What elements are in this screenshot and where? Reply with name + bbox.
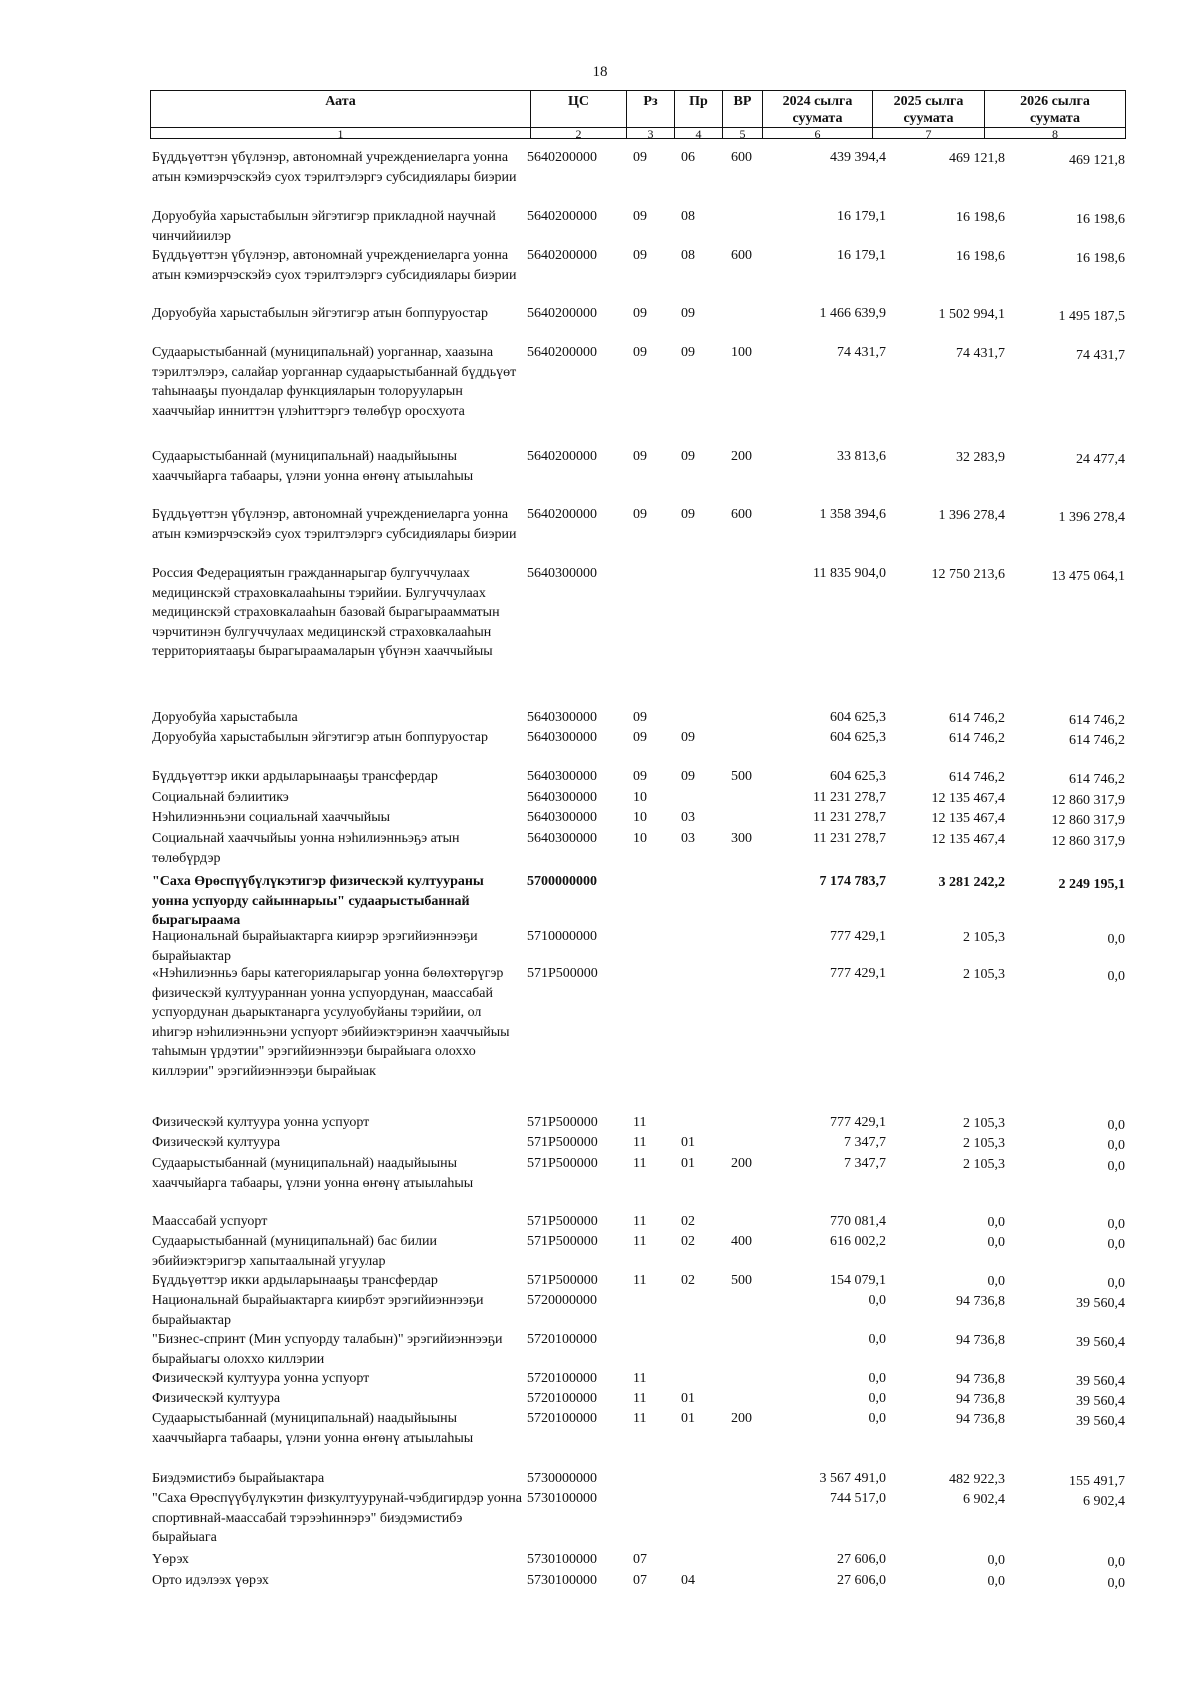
cell-v2026: 1 495 187,5 <box>1058 309 1125 324</box>
cell-name: Россия Федерациятын гражданнарыгар булгуччулаах медицинскэй страховкалааһыны тэрийии. Булгуччулаах медицинскэй страховкалааһын базовай бырагыраамматын чэрчитинэн булгуччулаах медицинскэй страховкалааһын территориятааҕы бырагыраамаларын үбүнэн хааччыйыы <box>152 566 500 659</box>
cell-name: Бүддьүөттэн үбүлэнэр, автономнай учреждениеларга уонна атын кэмиэрчэскэйэ суох тэрилтэлэргэ субсидиялары биэрии <box>152 507 517 542</box>
cell-v2026: 614 746,2 <box>1069 733 1125 748</box>
cell-v2024: 11 231 278,7 <box>813 831 886 846</box>
cell-v2026: 16 198,6 <box>1076 212 1125 227</box>
cell-v2025: 16 198,6 <box>956 210 1005 225</box>
cell-name: Национальнай бырайыактарга киирбэт эрэгийиэннээҕи бырайыактар <box>152 1293 484 1328</box>
cell-cs: 571Р500000 <box>527 1115 598 1130</box>
cell-v2026: 614 746,2 <box>1069 713 1125 728</box>
cell-pr: 09 <box>681 730 695 745</box>
cell-v2026: 13 475 064,1 <box>1051 569 1125 584</box>
cell-v2025: 2 105,3 <box>963 1136 1005 1151</box>
cell-cs: 5640300000 <box>527 810 597 825</box>
cell-v2025: 12 135 467,4 <box>931 832 1005 847</box>
cell-v2025: 0,0 <box>987 1574 1005 1589</box>
cell-name: Бүддьүөттэн үбүлэнэр, автономнай учреждениеларга уонна атын кэмиэрчэскэйэ суох тэрилтэлэргэ субсидиялары биэрии <box>152 248 517 283</box>
cell-cs: 5720100000 <box>527 1411 597 1426</box>
cell-name: «Нэһилиэнньэ бары категорияларыгар уонна бөлөхтөрүгэр физическэй култуураннан уонна успуордунан, маассабай успуордунан дьарыктанарга усулуобуйаны тэрийии, ол иһигэр нэһилиэнньэни успуорт эбийиэктэринэн хааччыйыы таһымын үрдэтии" эрэгийиэннээҕи бырайыага олоххо киллэрии" эрэгийиэннээҕи бырайыак <box>152 966 510 1079</box>
cell-rz: 11 <box>633 1411 647 1426</box>
header-vr: ВР <box>723 91 763 127</box>
cell-cs: 5640300000 <box>527 730 597 745</box>
cell-v2026: 16 198,6 <box>1076 251 1125 266</box>
cell-v2024: 27 606,0 <box>837 1573 886 1588</box>
cell-vr: 500 <box>731 1273 752 1288</box>
cell-rz: 09 <box>633 150 647 165</box>
cell-rz: 11 <box>633 1115 647 1130</box>
cell-v2024: 777 429,1 <box>830 1115 886 1130</box>
cell-v2024: 0,0 <box>868 1293 886 1308</box>
cell-rz: 07 <box>633 1552 647 1567</box>
cell-cs: 5730100000 <box>527 1552 597 1567</box>
cell-v2026: 0,0 <box>1107 1138 1125 1153</box>
cell-cs: 571Р500000 <box>527 966 598 981</box>
cell-v2025: 0,0 <box>987 1235 1005 1250</box>
cell-v2026: 0,0 <box>1107 969 1125 984</box>
cell-v2025: 2 105,3 <box>963 1116 1005 1131</box>
header-num-2: 2 <box>531 127 627 139</box>
cell-v2024: 154 079,1 <box>830 1273 886 1288</box>
cell-pr: 04 <box>681 1573 695 1588</box>
cell-v2025: 1 502 994,1 <box>938 307 1005 322</box>
cell-v2026: 2 249 195,1 <box>1058 877 1125 892</box>
cell-pr: 01 <box>681 1391 695 1406</box>
header-num-3: 3 <box>627 127 675 139</box>
header-num-4: 4 <box>675 127 723 139</box>
cell-v2024: 16 179,1 <box>837 248 886 263</box>
cell-v2026: 0,0 <box>1107 932 1125 947</box>
cell-pr: 02 <box>681 1273 695 1288</box>
cell-v2025: 12 135 467,4 <box>931 811 1005 826</box>
header-num-5: 5 <box>723 127 763 139</box>
cell-rz: 10 <box>633 810 647 825</box>
cell-rz: 09 <box>633 710 647 725</box>
cell-name: Доруобуйа харыстабылын эйгэтигэр атын боппуруостар <box>152 730 488 745</box>
cell-v2024: 777 429,1 <box>830 929 886 944</box>
page-number: 18 <box>592 64 608 80</box>
cell-pr: 01 <box>681 1135 695 1150</box>
cell-name: Социальнай бэлиитикэ <box>152 790 289 805</box>
cell-rz: 10 <box>633 831 647 846</box>
cell-cs: 571Р500000 <box>527 1135 598 1150</box>
header-pr: Пр <box>675 91 723 127</box>
header-num-7: 7 <box>873 127 985 139</box>
cell-v2024: 74 431,7 <box>837 345 886 360</box>
cell-cs: 5640300000 <box>527 790 597 805</box>
cell-cs: 5730000000 <box>527 1471 597 1486</box>
cell-pr: 09 <box>681 507 695 522</box>
cell-pr: 02 <box>681 1214 695 1229</box>
cell-rz: 11 <box>633 1156 647 1171</box>
cell-cs: 5720100000 <box>527 1391 597 1406</box>
cell-v2025: 74 431,7 <box>956 346 1005 361</box>
header-2025: 2025 сылга суумата <box>873 91 985 127</box>
cell-rz: 09 <box>633 345 647 360</box>
cell-v2025: 2 105,3 <box>963 930 1005 945</box>
cell-name: Доруобуйа харыстабылын эйгэтигэр прикладной научнай чинчийиилэр <box>152 209 496 244</box>
cell-v2026: 12 860 317,9 <box>1051 813 1125 828</box>
cell-vr: 300 <box>731 831 752 846</box>
cell-v2024: 11 835 904,0 <box>813 566 886 581</box>
cell-v2025: 6 902,4 <box>963 1492 1005 1507</box>
cell-v2026: 614 746,2 <box>1069 772 1125 787</box>
cell-v2026: 39 560,4 <box>1076 1394 1125 1409</box>
cell-v2025: 94 736,8 <box>956 1412 1005 1427</box>
cell-rz: 09 <box>633 730 647 745</box>
cell-v2026: 0,0 <box>1107 1555 1125 1570</box>
cell-v2026: 39 560,4 <box>1076 1414 1125 1429</box>
cell-name: Маассабай успуорт <box>152 1214 268 1229</box>
cell-v2026: 0,0 <box>1107 1159 1125 1174</box>
cell-v2026: 1 396 278,4 <box>1058 510 1125 525</box>
cell-cs: 571Р500000 <box>527 1234 598 1249</box>
cell-pr: 01 <box>681 1156 695 1171</box>
cell-v2026: 12 860 317,9 <box>1051 793 1125 808</box>
cell-name: Судаарыстыбаннай (муниципальнай) уорганнар, хаазына тэрилтэлэрэ, салайар уорганнар судаарыстыбаннай бүддьүөт таһынааҕы пуондалар функцияларын толорууларын хааччыйар инниттэн үлэһиттэргэ төлөбүр оросхуота <box>152 345 517 419</box>
cell-v2024: 0,0 <box>868 1371 886 1386</box>
cell-rz: 11 <box>633 1273 647 1288</box>
cell-v2025: 94 736,8 <box>956 1392 1005 1407</box>
cell-rz: 11 <box>633 1371 647 1386</box>
cell-rz: 09 <box>633 507 647 522</box>
cell-v2024: 604 625,3 <box>830 710 886 725</box>
cell-name: Орто идэлээх үөрэх <box>152 1573 269 1588</box>
cell-v2025: 0,0 <box>987 1274 1005 1289</box>
cell-v2025: 0,0 <box>987 1553 1005 1568</box>
cell-vr: 400 <box>731 1234 752 1249</box>
cell-v2026: 0,0 <box>1107 1237 1125 1252</box>
cell-v2025: 16 198,6 <box>956 249 1005 264</box>
cell-v2024: 7 347,7 <box>844 1156 886 1171</box>
cell-cs: 571Р500000 <box>527 1273 598 1288</box>
cell-name: Физическэй култуура уонна успуорт <box>152 1115 370 1130</box>
cell-v2025: 614 746,2 <box>949 770 1005 785</box>
cell-rz: 07 <box>633 1573 647 1588</box>
cell-vr: 600 <box>731 150 752 165</box>
cell-v2024: 0,0 <box>868 1391 886 1406</box>
cell-v2024: 11 231 278,7 <box>813 790 886 805</box>
cell-v2024: 744 517,0 <box>830 1491 886 1506</box>
cell-cs: 5640300000 <box>527 710 597 725</box>
cell-v2024: 777 429,1 <box>830 966 886 981</box>
header-2024: 2024 сылга суумата <box>763 91 873 127</box>
cell-rz: 11 <box>633 1214 647 1229</box>
cell-rz: 11 <box>633 1135 647 1150</box>
cell-vr: 200 <box>731 1411 752 1426</box>
cell-v2024: 770 081,4 <box>830 1214 886 1229</box>
cell-name: Судаарыстыбаннай (муниципальнай) наадыйыыны хааччыйарга табаары, үлэни уонна өҥөнү атыылаһыы <box>152 449 474 484</box>
cell-cs: 5730100000 <box>527 1491 597 1506</box>
cell-v2025: 94 736,8 <box>956 1333 1005 1348</box>
cell-v2024: 3 567 491,0 <box>819 1471 886 1486</box>
cell-v2025: 2 105,3 <box>963 967 1005 982</box>
cell-pr: 02 <box>681 1234 695 1249</box>
cell-v2024: 7 347,7 <box>844 1135 886 1150</box>
cell-v2024: 7 174 783,7 <box>819 874 886 889</box>
cell-v2024: 27 606,0 <box>837 1552 886 1567</box>
cell-vr: 500 <box>731 769 752 784</box>
cell-name: Судаарыстыбаннай (муниципальнай) наадыйыыны хааччыйарга табаары, үлэни уонна өҥөнү атыылаһыы <box>152 1156 474 1191</box>
cell-name: Национальнай бырайыактарга киирэр эрэгийиэннээҕи бырайыактар <box>152 929 478 964</box>
cell-name: Бүддьүөттэн үбүлэнэр, автономнай учреждениеларга уонна атын кэмиэрчэскэйэ суох тэрилтэлэргэ субсидиялары биэрии <box>152 150 517 185</box>
cell-pr: 06 <box>681 150 695 165</box>
cell-cs: 571Р500000 <box>527 1214 598 1229</box>
header-name: Аата <box>151 91 531 127</box>
cell-vr: 200 <box>731 1156 752 1171</box>
cell-pr: 08 <box>681 209 695 224</box>
cell-cs: 5640200000 <box>527 150 597 165</box>
cell-cs: 5640200000 <box>527 306 597 321</box>
cell-vr: 200 <box>731 449 752 464</box>
cell-rz: 11 <box>633 1391 647 1406</box>
cell-v2026: 469 121,8 <box>1069 153 1125 168</box>
cell-name: "Саха Өрөспүүбүлүкэтин физкултуурунай-чэбдигирдэр уонна спортивнай-маассабай тэрээһиннэрэ" биэдэмистибэ бырайыага <box>152 1491 522 1545</box>
cell-vr: 100 <box>731 345 752 360</box>
cell-name: Биэдэмистибэ бырайыактара <box>152 1471 325 1486</box>
cell-v2025: 94 736,8 <box>956 1294 1005 1309</box>
cell-vr: 600 <box>731 507 752 522</box>
cell-pr: 01 <box>681 1411 695 1426</box>
cell-name: Судаарыстыбаннай (муниципальнай) наадыйыыны хааччыйарга табаары, үлэни уонна өҥөнү атыылаһыы <box>152 1411 474 1446</box>
cell-name: Доруобуйа харыстабыла <box>152 710 298 725</box>
cell-rz: 09 <box>633 769 647 784</box>
cell-cs: 5640200000 <box>527 345 597 360</box>
cell-cs: 5640200000 <box>527 449 597 464</box>
cell-v2025: 94 736,8 <box>956 1372 1005 1387</box>
cell-name: Физическэй култуура уонна успуорт <box>152 1371 370 1386</box>
cell-name: "Бизнес-спринт (Мин успуорду талабын)" эрэгийиэннээҕи бырайыагы олоххо киллэрии <box>152 1332 503 1367</box>
cell-v2026: 6 902,4 <box>1083 1494 1125 1509</box>
cell-v2025: 12 750 213,6 <box>931 567 1005 582</box>
cell-v2025: 32 283,9 <box>956 450 1005 465</box>
cell-cs: 5730100000 <box>527 1573 597 1588</box>
cell-v2025: 614 746,2 <box>949 731 1005 746</box>
cell-v2025: 482 922,3 <box>949 1472 1005 1487</box>
cell-v2026: 74 431,7 <box>1076 348 1125 363</box>
cell-pr: 03 <box>681 831 695 846</box>
cell-cs: 5640300000 <box>527 831 597 846</box>
cell-rz: 09 <box>633 209 647 224</box>
cell-cs: 5720000000 <box>527 1293 597 1308</box>
cell-v2024: 0,0 <box>868 1411 886 1426</box>
cell-cs: 5640200000 <box>527 248 597 263</box>
cell-v2026: 39 560,4 <box>1076 1374 1125 1389</box>
cell-pr: 09 <box>681 345 695 360</box>
cell-v2024: 0,0 <box>868 1332 886 1347</box>
cell-cs: 5720100000 <box>527 1371 597 1386</box>
cell-cs: 5640300000 <box>527 769 597 784</box>
cell-cs: 5710000000 <box>527 929 597 944</box>
cell-cs: 5700000000 <box>527 874 597 889</box>
cell-v2024: 11 231 278,7 <box>813 810 886 825</box>
cell-pr: 09 <box>681 449 695 464</box>
cell-name: Доруобуйа харыстабылын эйгэтигэр атын боппуруостар <box>152 306 488 321</box>
cell-name: Физическэй култуура <box>152 1135 281 1150</box>
cell-v2026: 0,0 <box>1107 1217 1125 1232</box>
cell-cs: 5720100000 <box>527 1332 597 1347</box>
cell-name: Социальнай хааччыйыы уонна нэһилиэнньэҕэ атын төлөбүрдэр <box>152 831 460 866</box>
cell-rz: 09 <box>633 306 647 321</box>
header-num-1: 1 <box>151 127 531 139</box>
cell-v2026: 12 860 317,9 <box>1051 834 1125 849</box>
header-2026: 2026 сылга суумата <box>1020 94 1090 126</box>
cell-v2025: 469 121,8 <box>949 151 1005 166</box>
cell-pr: 09 <box>681 769 695 784</box>
cell-v2026: 39 560,4 <box>1076 1296 1125 1311</box>
cell-cs: 5640200000 <box>527 507 597 522</box>
header-num-6: 6 <box>763 127 873 139</box>
cell-cs: 5640300000 <box>527 566 597 581</box>
cell-rz: 09 <box>633 248 647 263</box>
cell-v2026: 0,0 <box>1107 1576 1125 1591</box>
cell-pr: 09 <box>681 306 695 321</box>
cell-pr: 03 <box>681 810 695 825</box>
cell-name: "Саха Өрөспүүбүлүкэтигэр физическэй култуураны уонна успуорду сайыннарыы" судаарыстыбаннай бырагыраама <box>152 874 484 928</box>
cell-v2026: 0,0 <box>1107 1276 1125 1291</box>
cell-v2025: 2 105,3 <box>963 1157 1005 1172</box>
cell-name: Бүддьүөттэр икки ардыларынааҕы трансфердар <box>152 769 438 784</box>
cell-v2025: 0,0 <box>987 1215 1005 1230</box>
cell-v2024: 439 394,4 <box>830 150 886 165</box>
cell-v2025: 3 281 242,2 <box>938 875 1005 890</box>
cell-v2024: 1 358 394,6 <box>819 507 886 522</box>
header-num-8: 8 <box>985 127 1125 139</box>
cell-v2026: 0,0 <box>1107 1118 1125 1133</box>
cell-v2024: 16 179,1 <box>837 209 886 224</box>
cell-rz: 09 <box>633 449 647 464</box>
cell-name: Нэһилиэнньэни социальнай хааччыйыы <box>152 810 391 825</box>
cell-rz: 11 <box>633 1234 647 1249</box>
cell-v2026: 155 491,7 <box>1069 1474 1125 1489</box>
cell-v2024: 616 002,2 <box>830 1234 886 1249</box>
header-rz: Рз <box>627 91 675 127</box>
cell-v2026: 24 477,4 <box>1076 452 1125 467</box>
cell-vr: 600 <box>731 248 752 263</box>
cell-v2025: 614 746,2 <box>949 711 1005 726</box>
cell-v2024: 33 813,6 <box>837 449 886 464</box>
cell-pr: 08 <box>681 248 695 263</box>
cell-name: Бүддьүөттэр икки ардыларынааҕы трансфердар <box>152 1273 438 1288</box>
cell-cs: 571Р500000 <box>527 1156 598 1171</box>
cell-name: Судаарыстыбаннай (муниципальнай) бас билии эбийиэктэригэр хапытаалынай угуулар <box>152 1234 438 1269</box>
cell-v2024: 604 625,3 <box>830 769 886 784</box>
cell-v2024: 1 466 639,9 <box>819 306 886 321</box>
header-cs: ЦС <box>531 91 627 127</box>
cell-name: Физическэй култуура <box>152 1391 281 1406</box>
cell-v2025: 12 135 467,4 <box>931 791 1005 806</box>
cell-name: Үөрэх <box>152 1552 189 1567</box>
cell-rz: 10 <box>633 790 647 805</box>
cell-v2025: 1 396 278,4 <box>938 508 1005 523</box>
cell-v2026: 39 560,4 <box>1076 1335 1125 1350</box>
cell-cs: 5640200000 <box>527 209 597 224</box>
cell-v2024: 604 625,3 <box>830 730 886 745</box>
